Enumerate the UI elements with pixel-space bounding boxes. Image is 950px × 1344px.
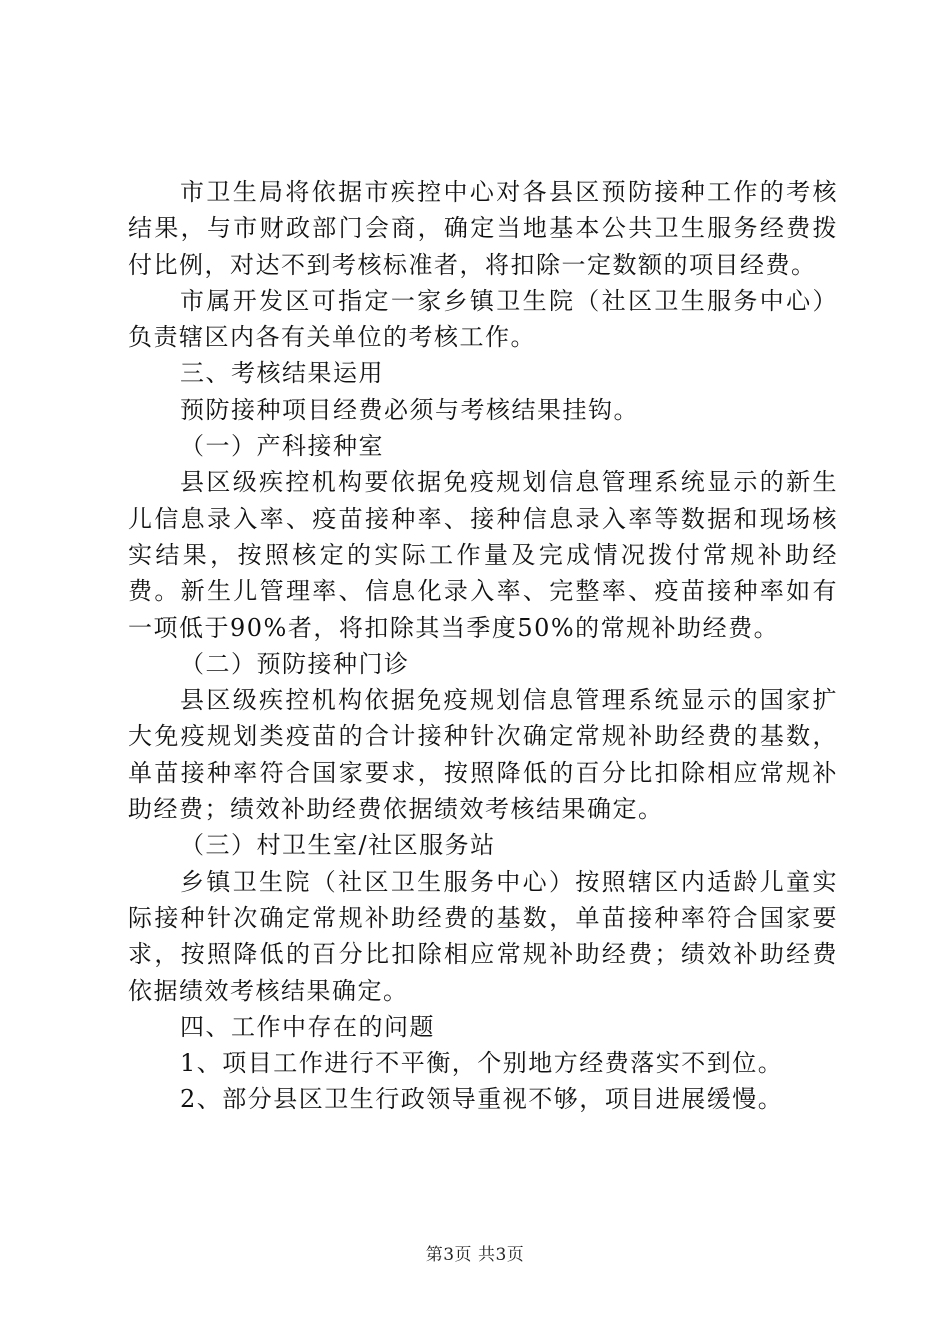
- paragraph-funding-link: 预防接种项目经费必须与考核结果挂钩。: [180, 395, 639, 424]
- paragraph-village-clinic: 乡镇卫生院（社区卫生服务中心）按照辖区内适龄儿童实际接种针次确定常规补助经费的基数，单苗接种率符合国家要求，按照降低的百分比扣除相应常规补助经费；绩效补助经费依据绩效考核结果确定。: [128, 867, 838, 1005]
- paragraph-assessment-result: 市卫生局将依据市疾控中心对各县区预防接种工作的考核结果，与市财政部门会商，确定当地基本公共卫生服务经费拨付比例，对达不到考核标准者，将扣除一定数额的项目经费。: [128, 178, 838, 279]
- page-number-footer: 第3页 共3页: [425, 1245, 525, 1265]
- subheading-obstetric-vaccination: （一）产科接种室: [180, 432, 384, 461]
- section-heading-4: 四、工作中存在的问题: [180, 1012, 435, 1041]
- paragraph-vaccination-clinic: 县区级疾控机构依据免疫规划信息管理系统显示的国家扩大免疫规划类疫苗的合计接种针次确定常规补助经费的基数，单苗接种率符合国家要求，按照降低的百分比扣除相应常规补助经费；绩效补助经费依据绩效考核结果确定。: [128, 686, 838, 824]
- subheading-vaccination-clinic: （二）预防接种门诊: [180, 649, 410, 678]
- problem-item-1: 1、项目工作进行不平衡，个别地方经费落实不到位。: [180, 1049, 784, 1078]
- problem-item-2: 2、部分县区卫生行政领导重视不够，项目进展缓慢。: [180, 1085, 784, 1114]
- document-body: [128, 174, 838, 1118]
- paragraph-development-zone: 市属开发区可指定一家乡镇卫生院（社区卫生服务中心）负责辖区内各有关单位的考核工作。: [128, 286, 838, 352]
- subheading-village-clinic: （三）村卫生室/社区服务站: [180, 831, 496, 860]
- section-heading-3: 三、考核结果运用: [180, 359, 384, 388]
- paragraph-obstetric-vaccination: 县区级疾控机构要依据免疫规划信息管理系统显示的新生儿信息录入率、疫苗接种率、接种信息录入率等数据和现场核实结果，按照核定的实际工作量及完成情况拨付常规补助经费。新生儿管理率、信息化录入率、完整率、疫苗接种率如有一项低于90%者，将扣除其当季度50%的常规补助经费。: [128, 468, 838, 642]
